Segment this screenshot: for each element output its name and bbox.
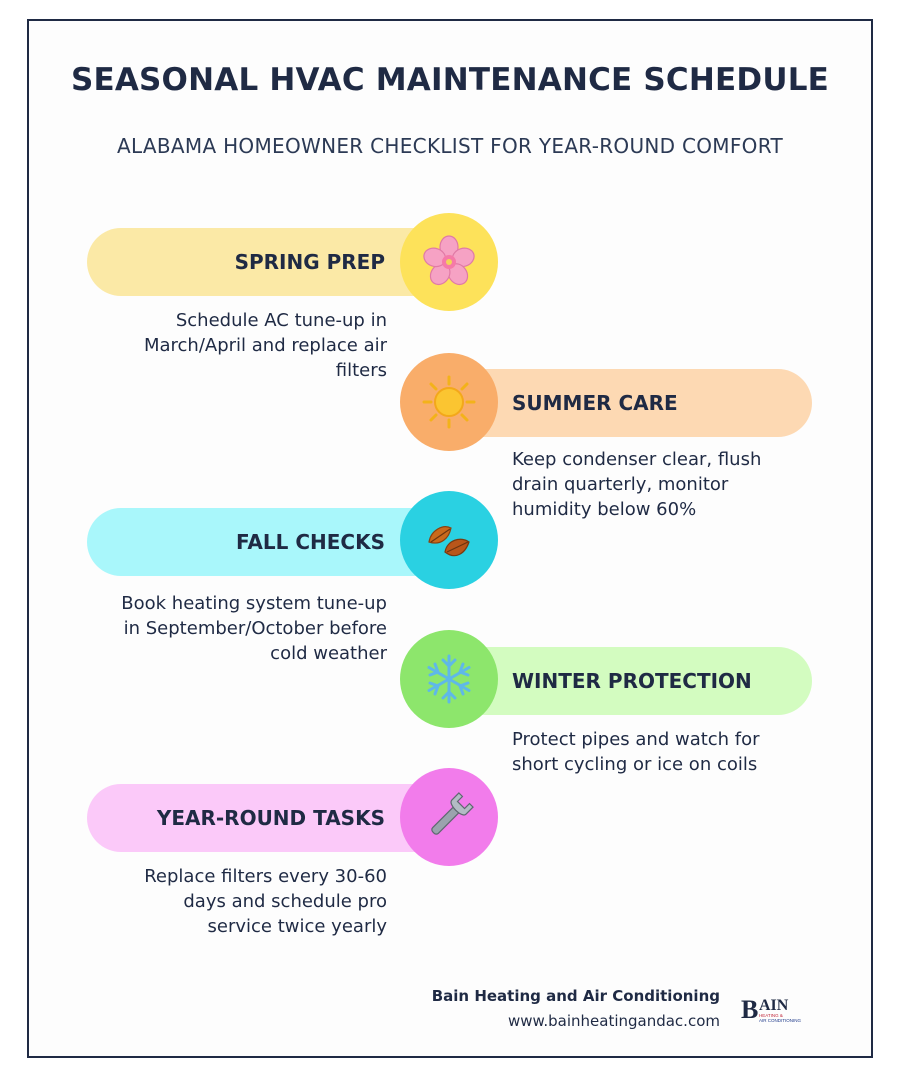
- company-url[interactable]: www.bainheatingandac.com: [507, 1012, 720, 1030]
- svg-text:HEATING &: HEATING &: [759, 1013, 783, 1018]
- company-name: Bain Heating and Air Conditioning: [431, 987, 720, 1005]
- section-circle-spring: [400, 213, 498, 311]
- page-subtitle: ALABAMA HOMEOWNER CHECKLIST FOR YEAR-ROUND COMFORT: [117, 134, 783, 158]
- svg-text:AIR CONDITIONING: AIR CONDITIONING: [759, 1018, 802, 1023]
- section-label-winter: WINTER PROTECTION: [512, 669, 752, 693]
- desc-line: Schedule AC tune-up in: [175, 310, 387, 331]
- desc-line: Keep condenser clear, flush: [512, 449, 762, 470]
- desc-line: service twice yearly: [207, 916, 387, 937]
- page-title: SEASONAL HVAC MAINTENANCE SCHEDULE: [70, 62, 830, 98]
- section-pill-fall: [87, 508, 447, 576]
- desc-line: days and schedule pro: [183, 891, 387, 912]
- fallen-leaf-icon: [421, 512, 477, 568]
- section-label-fall: FALL CHECKS: [236, 530, 385, 554]
- desc-line: drain quarterly, monitor: [512, 474, 729, 495]
- section-desc-summer: [512, 447, 802, 522]
- desc-line: March/April and replace air: [143, 335, 387, 356]
- wrench-icon: [421, 789, 477, 845]
- desc-line: cold weather: [270, 643, 387, 664]
- desc-line: Protect pipes and watch for: [512, 729, 760, 750]
- desc-line: Book heating system tune-up: [121, 593, 387, 614]
- section-pill-year-round: [87, 784, 447, 852]
- section-circle-winter: [400, 630, 498, 728]
- svg-text:B: B: [741, 995, 759, 1024]
- cherry-blossom-icon: [421, 234, 477, 290]
- desc-line: in September/October before: [123, 618, 387, 639]
- section-circle-year-round: [400, 768, 498, 866]
- section-desc-year-round: [107, 864, 387, 939]
- desc-line: short cycling or ice on coils: [512, 754, 758, 775]
- section-label-year-round: YEAR-ROUND TASKS: [156, 806, 385, 830]
- section-label-summer: SUMMER CARE: [512, 391, 678, 415]
- desc-line: filters: [335, 360, 387, 381]
- section-circle-summer: [400, 353, 498, 451]
- section-circle-fall: [400, 491, 498, 589]
- section-pill-summer: [450, 369, 812, 437]
- company-logo: [740, 994, 810, 1026]
- section-label-spring: SPRING PREP: [234, 250, 385, 274]
- svg-text:AIN: AIN: [759, 997, 789, 1014]
- snowflake-icon: [421, 651, 477, 707]
- desc-line: humidity below 60%: [512, 499, 697, 520]
- section-desc-winter: [512, 727, 802, 777]
- section-desc-fall: [107, 591, 387, 666]
- sun-icon: [421, 374, 477, 430]
- section-desc-spring: [107, 308, 387, 383]
- desc-line: Replace filters every 30-60: [144, 866, 387, 887]
- section-pill-winter: [450, 647, 812, 715]
- section-pill-spring: [87, 228, 447, 296]
